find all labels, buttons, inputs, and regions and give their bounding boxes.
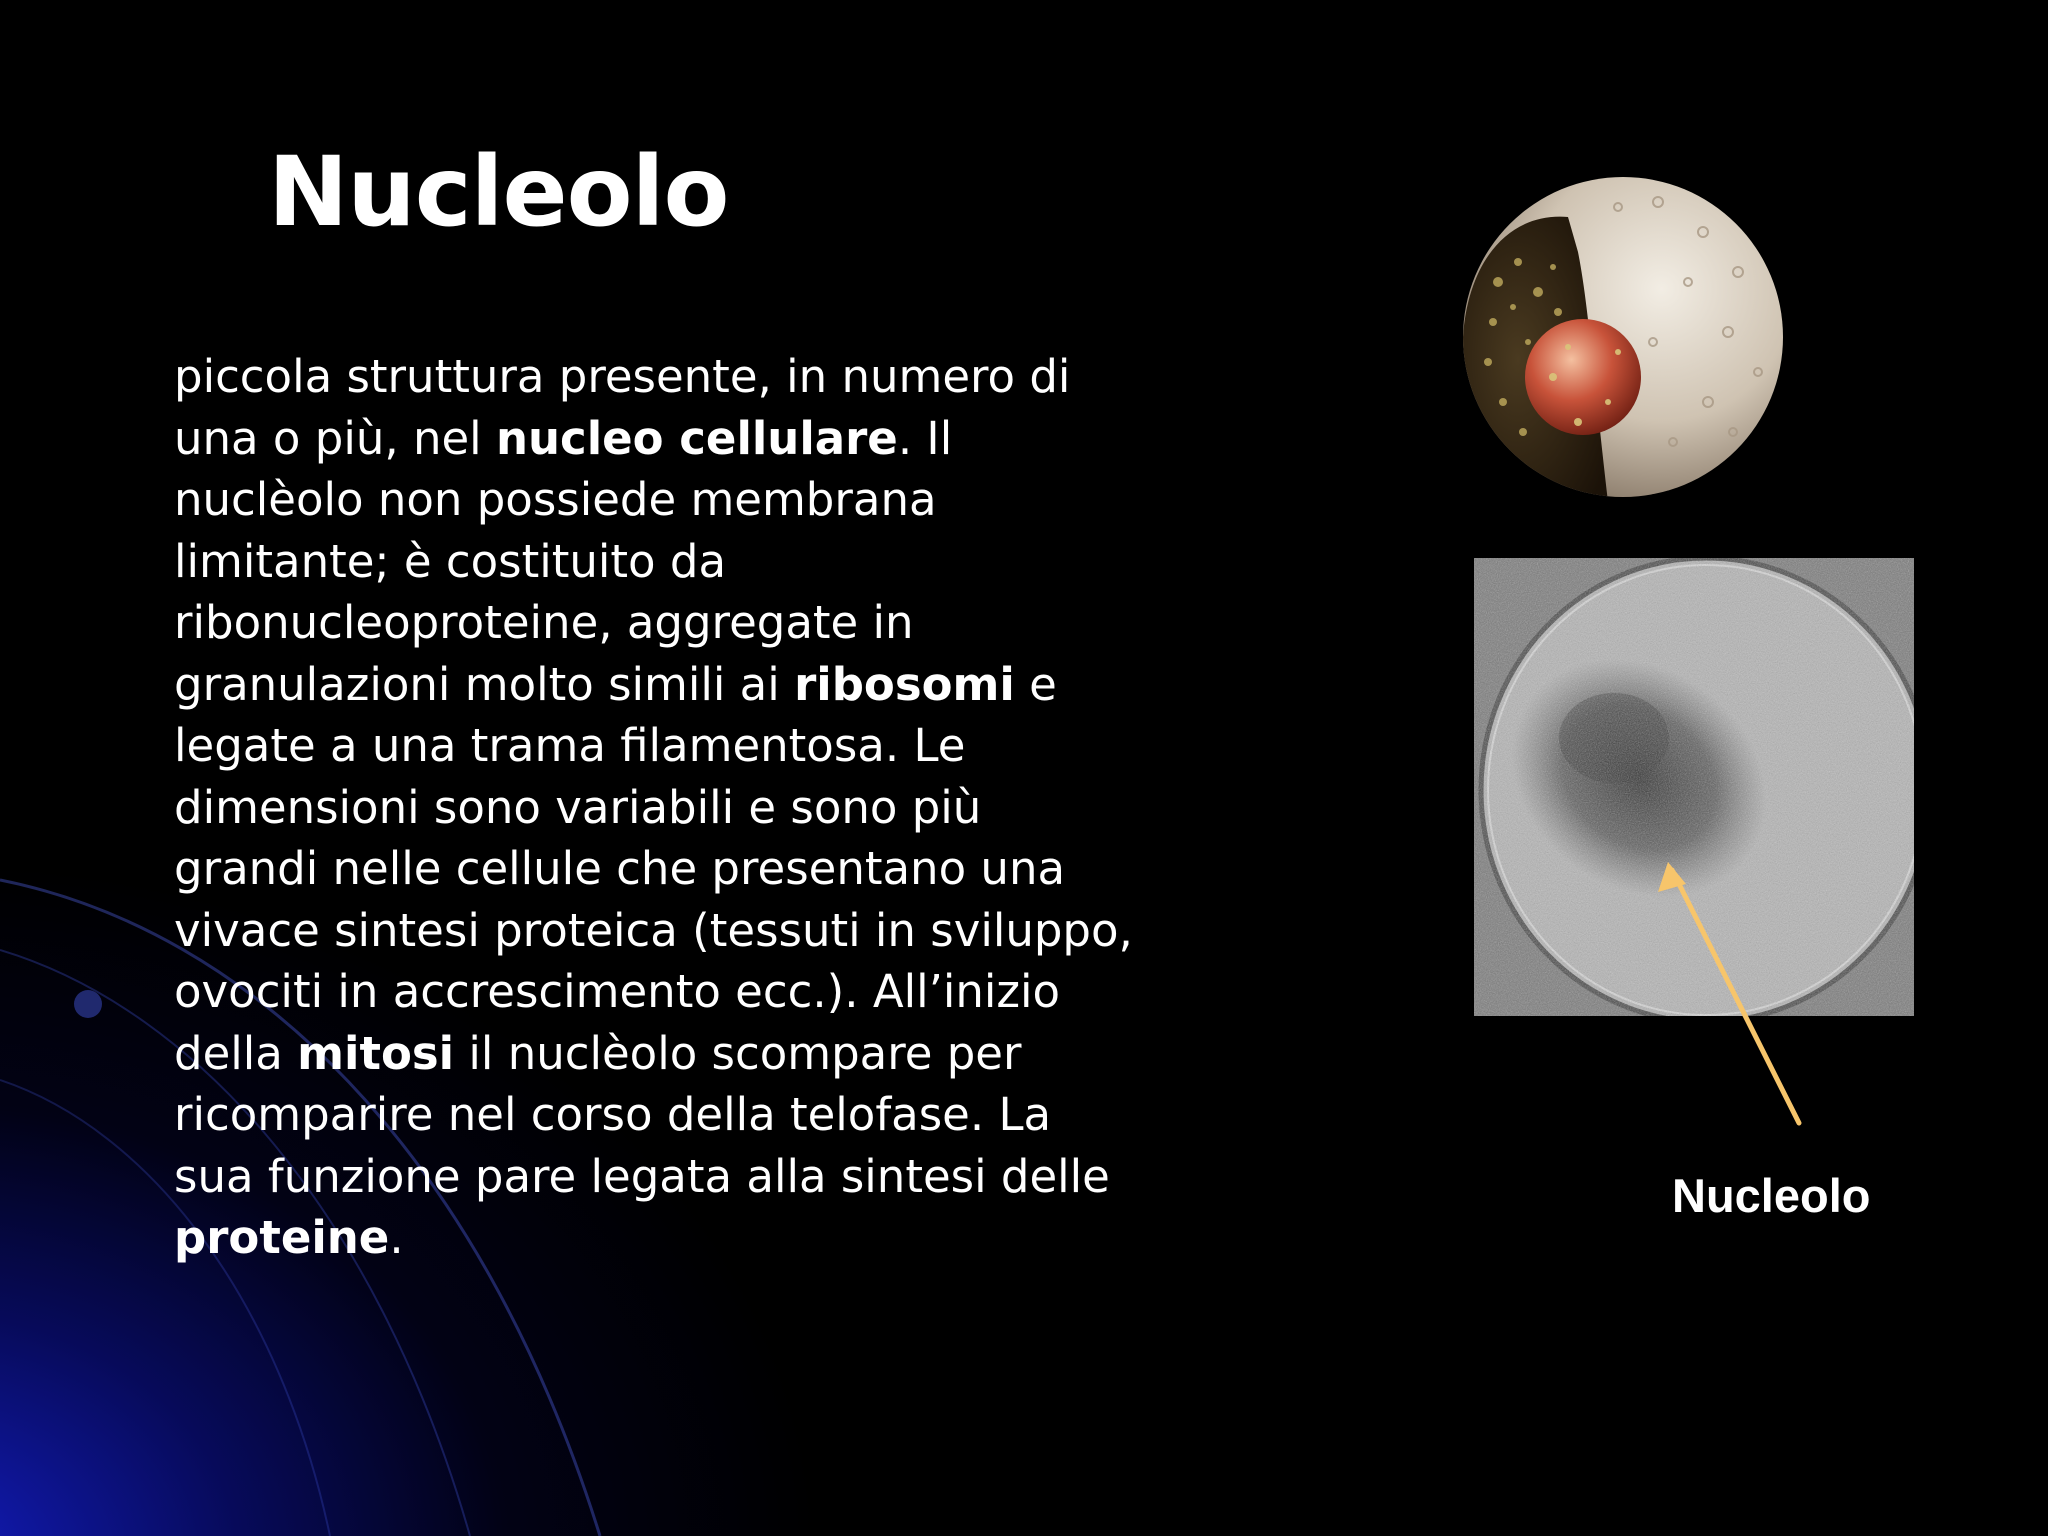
slide-title: Nucleolo [268,136,729,248]
cell-nucleus-illustration [1458,172,1788,502]
bold-term: ribosomi [794,657,1015,711]
nucleolo-pointer-arrow [1600,840,1840,1140]
bold-term: proteine [174,1211,390,1264]
bold-term: mitosi [297,1026,455,1080]
body-text-segment: il nuclèolo scompare per ricomparire nel corso della telofase. La sua funzione pare legata alla sintesi delle [174,1026,1110,1203]
body-text-segment: piccola struttura presente, in numero di una o più, nel [174,350,1071,465]
body-text-segment: . Il nuclèolo non possiede membrana limitante; è costituito da ribonucleoproteine, aggregate in granulazioni molto simili ai [174,411,953,711]
body-text-segment: e legate a una trama filamentosa. Le dimensioni sono variabili e sono più grandi nelle cellule che presentano una vivace sintesi proteica (tessuti in sviluppo, ovociti in accrescimento ecc.). All’inizio della [174,657,1133,1080]
bold-term: nucleo cellulare [495,411,898,465]
body-text-segment: . [389,1211,404,1264]
body-paragraph [174,346,1134,1269]
nucleolo-image-label: Nucleolo [1672,1169,1871,1222]
